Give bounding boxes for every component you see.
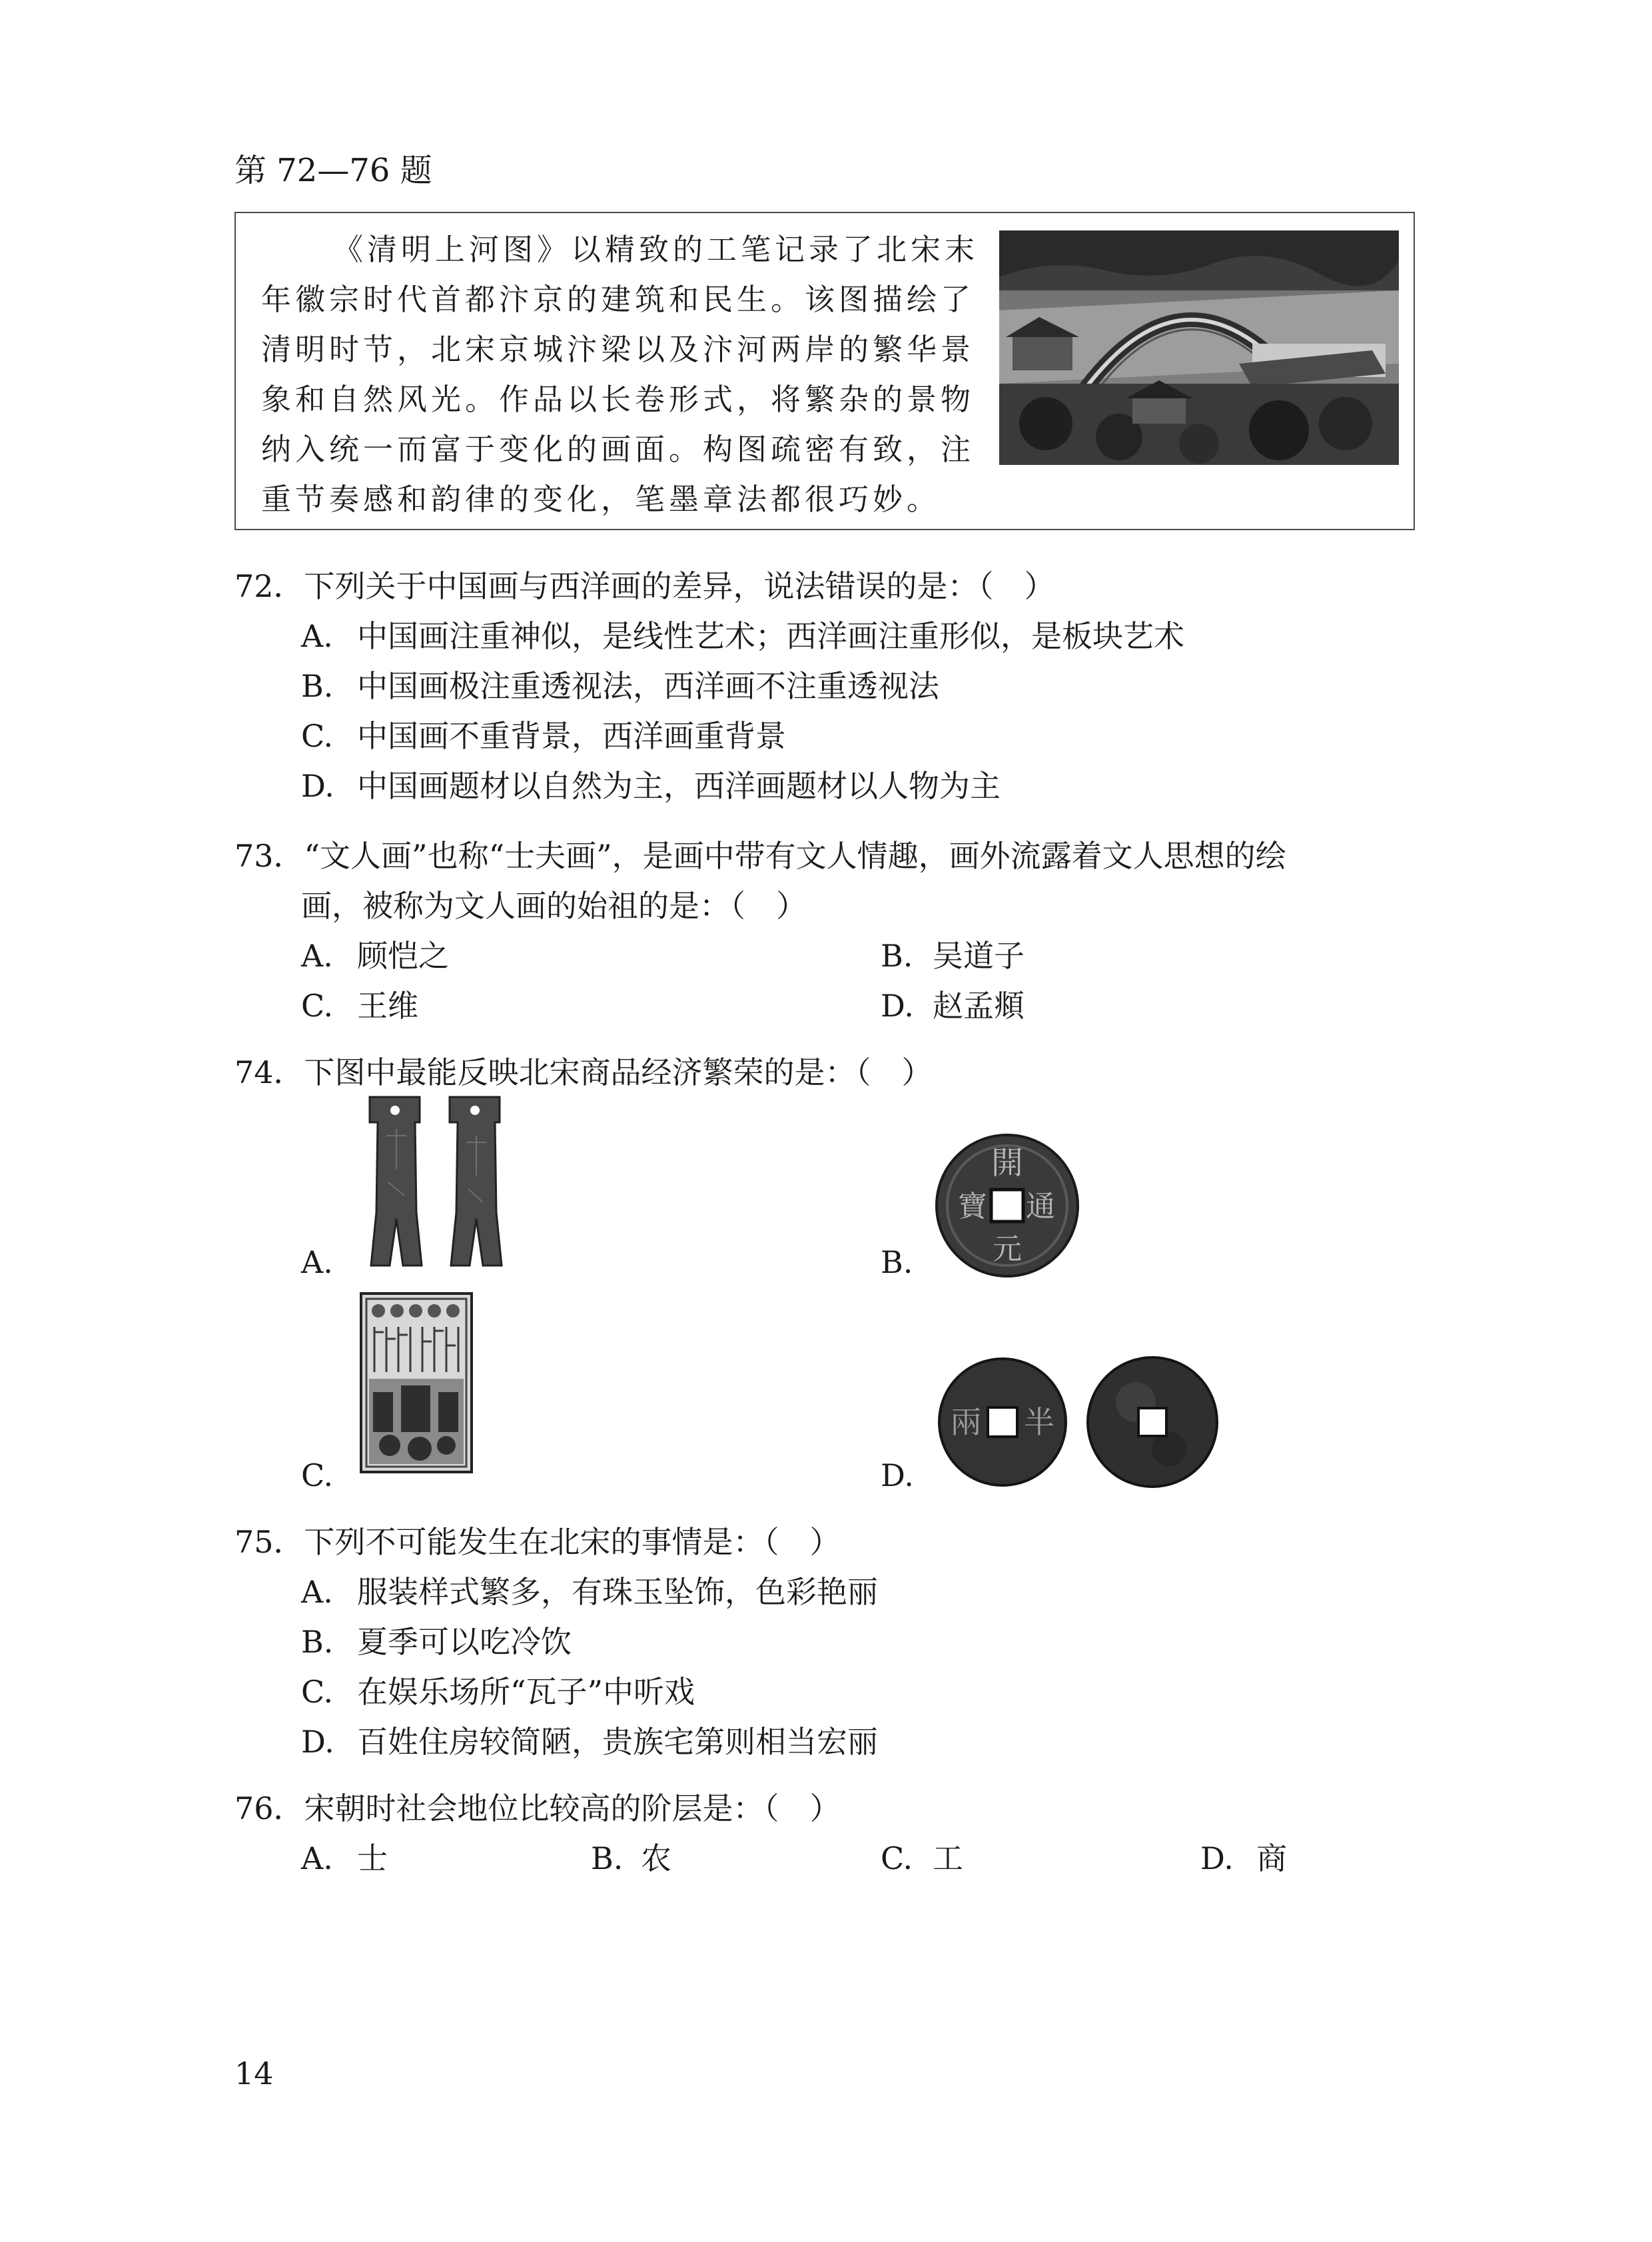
question-stem-continuation: 画，被称为文人画的始祖的是：（ ） — [301, 888, 807, 924]
option-text: 服装样式繁多，有珠玉坠饰，色彩艳丽 — [357, 1574, 878, 1610]
option-text: 在娱乐场所“瓦子”中听戏 — [357, 1674, 695, 1710]
question-stem: 74．下图中最能反映北宋商品经济繁荣的是：（ ） — [234, 1054, 933, 1090]
option-text: 夏季可以吃冷饮 — [357, 1624, 572, 1660]
option-letter: B. — [301, 1624, 334, 1660]
option-letter: D. — [881, 988, 914, 1024]
passage-line: 纳入统一而富于变化的画面。构图疏密有致，注 — [261, 432, 975, 467]
coin-char: 通 — [1026, 1190, 1055, 1224]
qingming-painting-image — [999, 230, 1399, 465]
option-text: 中国画不重背景，西洋画重背景 — [357, 718, 786, 754]
option-letter: C. — [301, 1674, 334, 1710]
option-text: 士 — [357, 1840, 388, 1876]
option-letter: B. — [591, 1840, 623, 1876]
option-letter: C. — [881, 1840, 913, 1876]
option-text: 商 — [1256, 1840, 1287, 1876]
option-text: 赵孟頫 — [933, 988, 1025, 1024]
option-text: 吴道子 — [933, 938, 1025, 974]
question-stem: 76．宋朝时社会地位比较高的阶层是：（ ） — [234, 1790, 841, 1826]
option-text: 中国画极注重透视法，西洋画不注重透视法 — [357, 668, 939, 704]
coin-char: 開 — [991, 1144, 1024, 1182]
option-letter: D. — [881, 1457, 914, 1493]
option-letter: C. — [301, 1457, 334, 1493]
coin-char: 元 — [993, 1232, 1022, 1266]
coin-char: 兩 — [951, 1404, 981, 1440]
question-stem: 73．“文人画”也称“士夫画”，是画中带有文人情趣，画外流露着文人思想的绘 — [234, 838, 1286, 874]
question-stem: 72．下列关于中国画与西洋画的差异，说法错误的是：（ ） — [234, 568, 1055, 604]
coin-char: 半 — [1024, 1404, 1054, 1440]
option-letter: A. — [301, 618, 333, 654]
jiaozi-paper-money-image — [360, 1292, 473, 1473]
option-letter: C. — [301, 988, 334, 1024]
option-letter: B. — [881, 938, 913, 974]
passage-line: 年徽宗时代首都汴京的建筑和民生。该图描绘了 — [261, 282, 975, 317]
option-text: 农 — [641, 1840, 671, 1876]
option-letter: A. — [301, 938, 333, 974]
passage-line: 清明时节，北宋京城汴梁以及汴河两岸的繁华景 — [261, 332, 975, 367]
option-text: 顾恺之 — [357, 938, 449, 974]
option-text: 王维 — [357, 988, 418, 1024]
coin-char: 寶 — [958, 1190, 987, 1224]
option-text: 工 — [933, 1840, 963, 1876]
option-letter: B. — [301, 668, 334, 704]
option-letter: C. — [301, 718, 334, 754]
question-stem: 75．下列不可能发生在北宋的事情是：（ ） — [234, 1524, 841, 1560]
option-letter: D. — [301, 768, 334, 804]
option-text: 中国画题材以自然为主，西洋画题材以人物为主 — [357, 768, 1001, 804]
passage-line: 重节奏感和韵律的变化，笔墨章法都很巧妙。 — [261, 482, 941, 517]
banliang-coins-image — [936, 1355, 1222, 1489]
option-letter: D. — [301, 1724, 334, 1760]
kaiyuan-coin-image — [934, 1132, 1080, 1279]
option-letter: D. — [1200, 1840, 1234, 1876]
passage-line: 象和自然风光。作品以长卷形式，将繁杂的景物 — [261, 382, 975, 417]
passage-line: 《清明上河图》以精致的工笔记录了北宋末 — [333, 232, 979, 267]
option-letter: B. — [881, 1244, 913, 1280]
option-letter: A. — [301, 1574, 333, 1610]
section-title: 第 72—76 题 — [234, 152, 432, 189]
option-text: 中国画注重神似，是线性艺术；西洋画注重形似，是板块艺术 — [357, 618, 1184, 654]
page-number: 14 — [234, 2055, 274, 2091]
option-letter: A. — [301, 1840, 333, 1876]
option-letter: A. — [301, 1244, 333, 1280]
spade-money-image — [350, 1096, 523, 1270]
option-text: 百姓住房较简陋，贵族宅第则相当宏丽 — [357, 1724, 878, 1760]
